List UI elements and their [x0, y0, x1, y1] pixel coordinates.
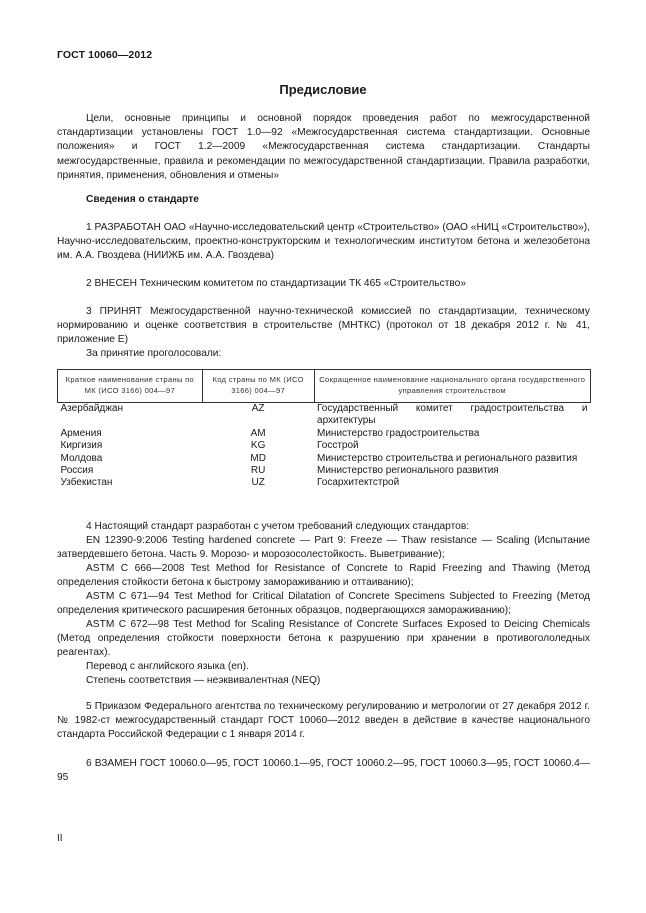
country-code: AM: [250, 427, 266, 439]
country-name: Армения: [60, 427, 102, 439]
authority-name: Государственный комитет градостроительства и архитектуры: [317, 403, 588, 427]
table-header-row: [58, 370, 591, 403]
country-code: RU: [250, 465, 266, 477]
table-row: [58, 428, 591, 440]
country-name: Россия: [60, 465, 94, 477]
item-1-developed: 1 РАЗРАБОТАН ОАО «Научно-исследовательский центр «Строительство» (ОАО «НИЦ «Строительство»), Научно-исследовательским, проектно-конструкторским и технологическим институтом бетона и железобетона им. А.А. Гвоздева (НИИЖБ им. А.А. Гвоздева): [57, 222, 590, 262]
country-name: Азербайджан: [60, 403, 124, 414]
table-row: [58, 465, 591, 477]
item-4-reference-en: EN 12390-9:2006 Testing hardened concrete — Part 9: Freeze — Thaw resistance — Scaling (Испытание затвердевшего бетона. Часть 9. Морозо- и морозосолестойкость. Выветривание);: [57, 535, 590, 561]
item-3-vote-line: За принятие проголосовали:: [86, 348, 222, 359]
country-code: UZ: [251, 477, 265, 489]
item-4-degree: Степень соответствия — неэквивалентная (NEQ): [86, 675, 321, 686]
voting-countries-table: [57, 369, 591, 490]
authority-name: Министерство регионального развития: [317, 465, 499, 477]
table-header-code: Код страны по МК (ИСО 3166) 004—97: [202, 370, 314, 403]
country-code: KG: [250, 440, 266, 452]
item-4-intro: 4 Настоящий стандарт разработан с учетом требований следующих стандартов:: [86, 521, 470, 532]
page-title: Предисловие: [279, 82, 367, 97]
table-header-body: Сокращенное наименование национального органа государственного управления строительством: [314, 370, 590, 403]
authority-name: Госархитектстрой: [317, 477, 400, 489]
country-name: Узбекистан: [60, 477, 113, 489]
document-code-header: ГОСТ 10060—2012: [57, 49, 153, 61]
table-row: [58, 453, 591, 465]
item-5-order: 5 Приказом Федерального агентства по техническому регулированию и метрологии от 27 декабря 2012 г. № 1982-ст межгосударственный стандарт ГОСТ 10060—2012 введен в действие в качестве национального стандарта Российской Федерации с 1 января 2014 г.: [57, 701, 590, 741]
table-row: [58, 440, 591, 452]
item-6-replaces: 6 ВЗАМЕН ГОСТ 10060.0—95, ГОСТ 10060.1—95, ГОСТ 10060.2—95, ГОСТ 10060.3—95, ГОСТ 10060.4—95: [57, 758, 590, 784]
item-4-translation: Перевод с английского языка (en).: [86, 661, 249, 672]
country-code: MD: [250, 452, 266, 464]
table-row: [58, 403, 591, 428]
country-name: Киргизия: [60, 440, 103, 452]
country-name: Молдова: [60, 452, 103, 464]
section-title: Сведения о стандарте: [86, 194, 199, 205]
page-number: II: [57, 833, 63, 844]
country-code: AZ: [251, 403, 265, 414]
authority-name: Министерство градостроительства: [317, 427, 480, 439]
authority-name: Госстрой: [317, 440, 359, 452]
item-3-adopted: 3 ПРИНЯТ Межгосударственной научно-технической комиссией по стандартизации, техническому нормированию и оценке соответствия в строительстве (МНТКС) (протокол от 18 декабря 2012 г. № 41, приложение Е): [57, 306, 590, 346]
intro-paragraph: Цели, основные принципы и основной порядок проведения работ по межгосударственной стандартизации установлены ГОСТ 1.0—92 «Межгосударственная система стандартизации. Основные положения» и ГОСТ 1.2—2009 «Межгосударственная система стандартизации. Стандарты межгосударственные, правила и рекомендации по межгосударственной стандартизации. Правила разработки, принятия, применения, обновления и отмены»: [57, 113, 590, 181]
table-row: [58, 477, 591, 489]
item-4-reference-astm-671: ASTM C 671—94 Test Method for Critical Dilatation of Concrete Specimens Subjected to Freezing (Метод определения критического расширения бетонных образцов, подвергающихся замораживанию);: [57, 591, 590, 617]
item-4-reference-astm-672: ASTM C 672—98 Test Method for Scaling Resistance of Concrete Surfaces Exposed to Deicing Chemicals (Метод определения стойкости поверхности бетона к разрушению при хранении в противогололедных реагентах).: [57, 619, 590, 659]
item-2-submitted: 2 ВНЕСЕН Техническим комитетом по стандартизации ТК 465 «Строительство»: [86, 278, 466, 289]
authority-name: Министерство строительства и регионального развития: [317, 452, 578, 464]
table-header-country: Краткое наименование страны по МК (ИСО 3166) 004—97: [58, 370, 203, 403]
item-4-reference-astm-666: ASTM C 666—2008 Test Method for Resistance of Concrete to Rapid Freezing and Thawing (Метод определения стойкости бетона к быстрому замораживанию и оттаиванию);: [57, 563, 590, 589]
